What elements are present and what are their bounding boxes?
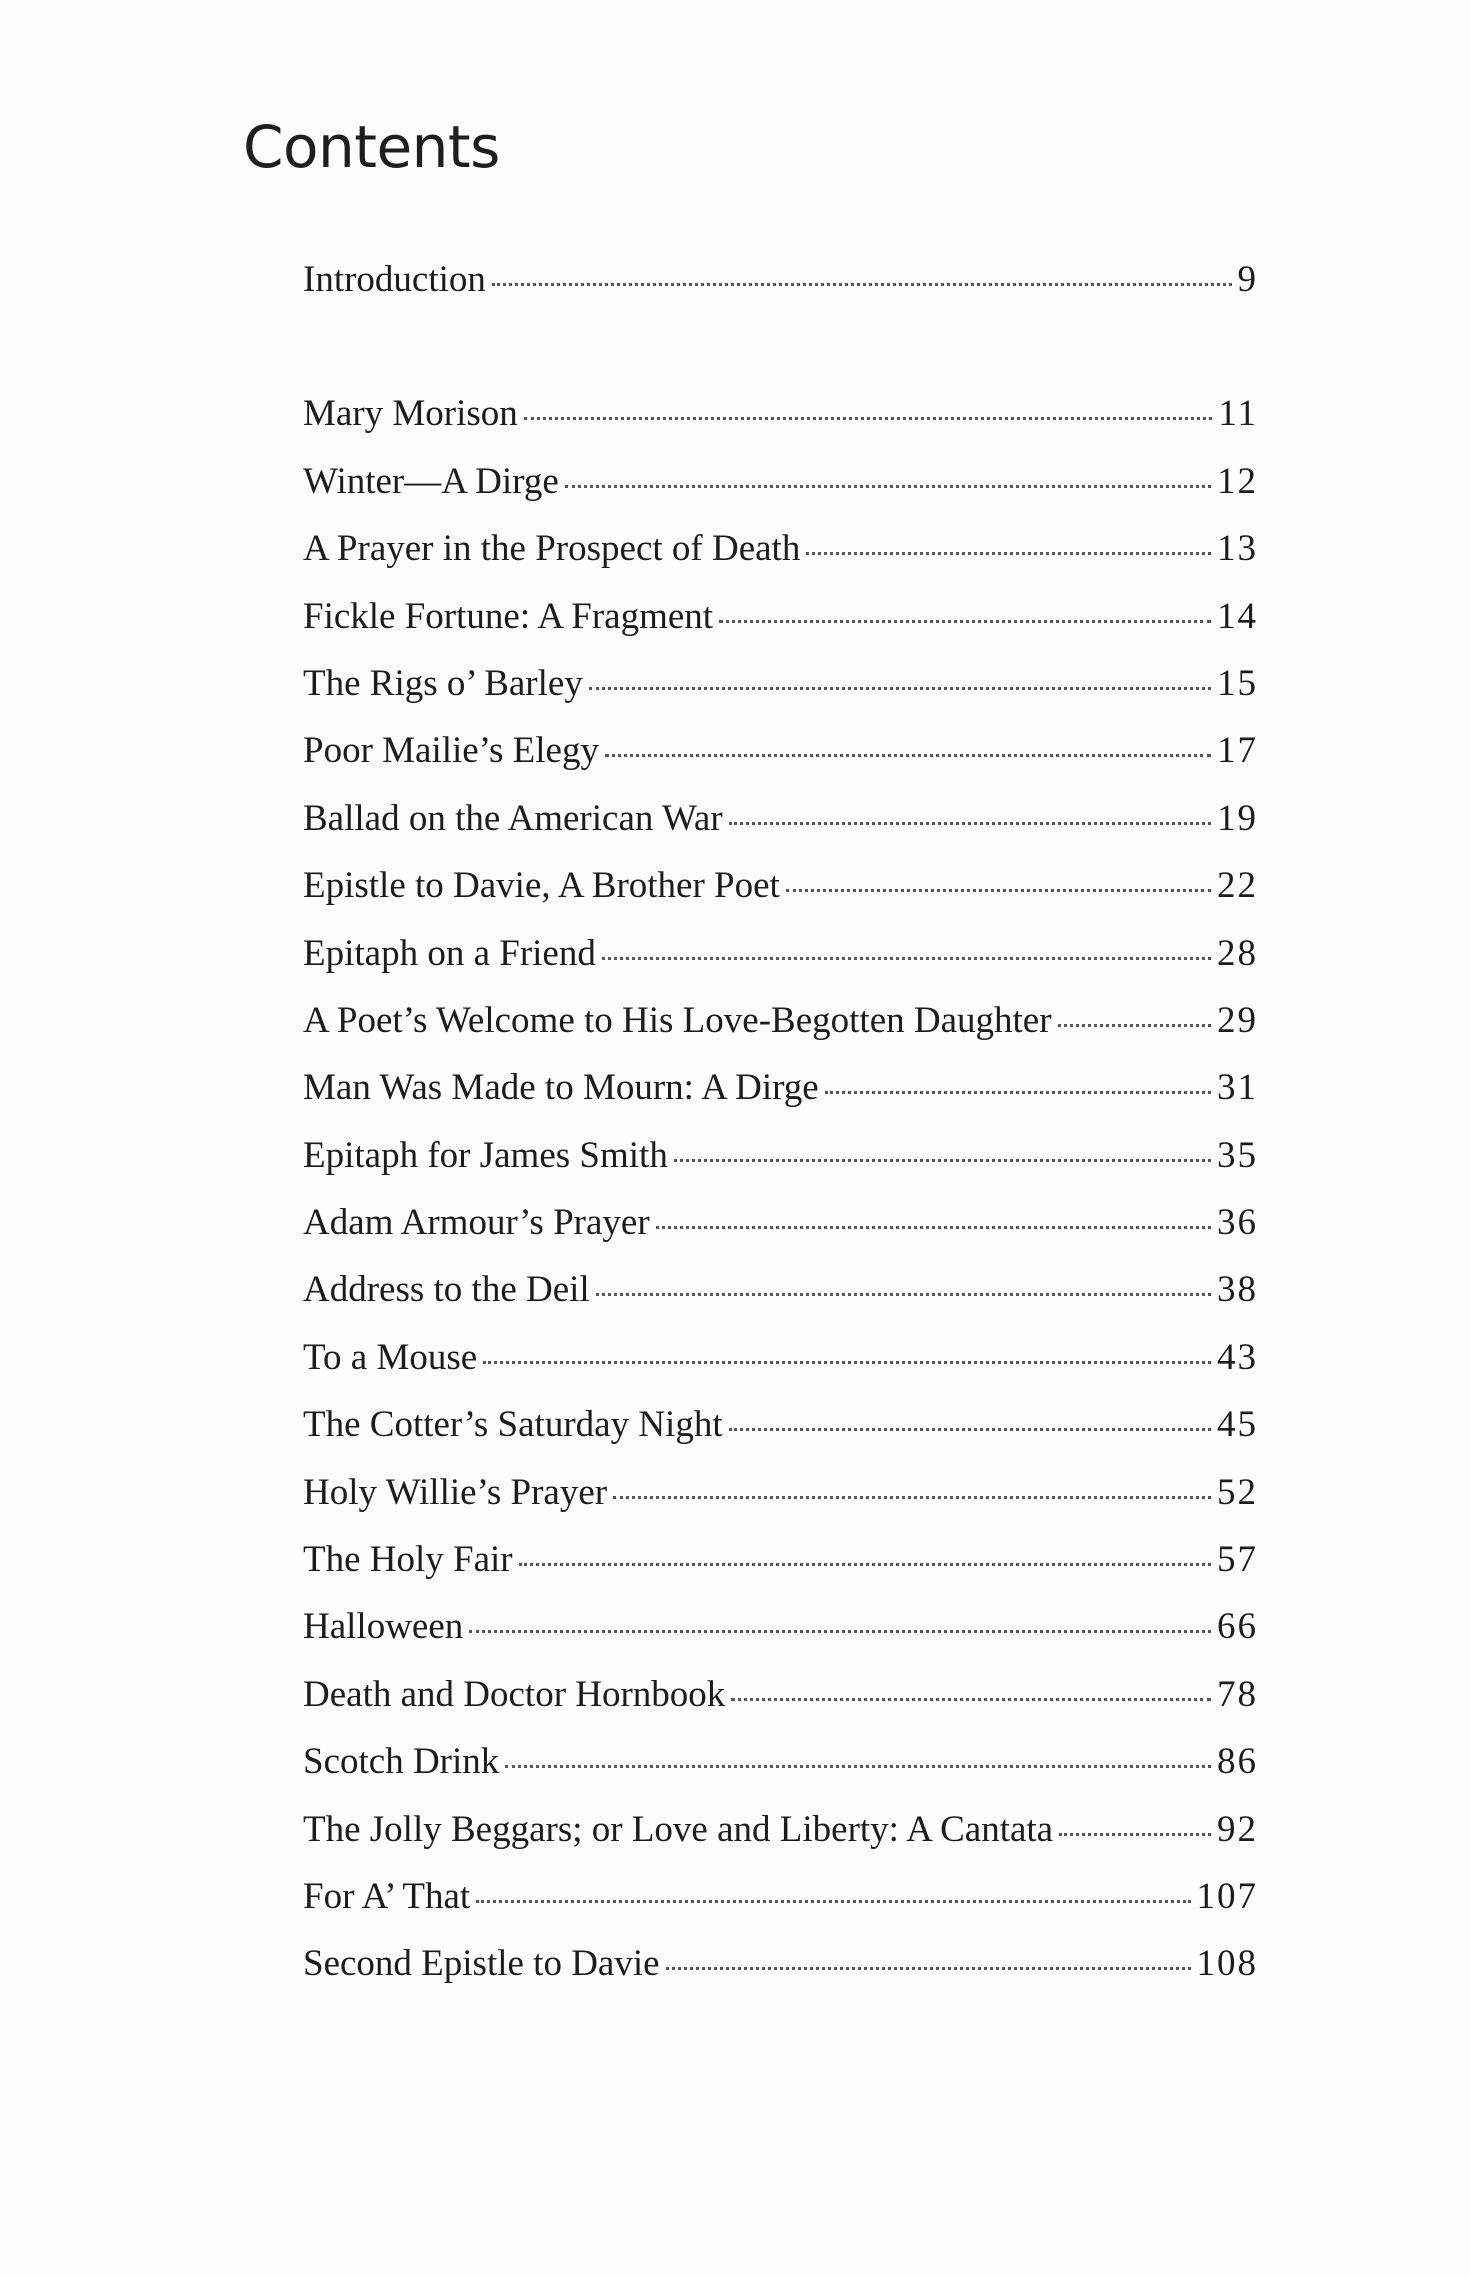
- dot-leader: [602, 957, 1211, 960]
- dot-leader: [825, 1091, 1211, 1094]
- dot-leader: [656, 1226, 1211, 1229]
- toc-entry: [303, 258, 1258, 325]
- toc-entry-title: Man Was Made to Mourn: A Dirge: [303, 1067, 819, 1109]
- toc-entry-title: Halloween: [303, 1606, 464, 1648]
- toc-entry-page: 17: [1217, 730, 1258, 772]
- dot-leader: [492, 283, 1232, 286]
- dot-leader: [605, 754, 1211, 757]
- toc-entry: [303, 1538, 1258, 1605]
- toc-entry-page: 108: [1196, 1943, 1258, 1985]
- toc-entry: [303, 729, 1258, 796]
- toc-entry-title: Epistle to Davie, A Brother Poet: [303, 865, 780, 907]
- toc-entry-title: Scotch Drink: [303, 1741, 500, 1783]
- toc-entry-page: 22: [1217, 865, 1258, 907]
- dot-leader: [519, 1563, 1211, 1566]
- toc-entry-title: The Cotter’s Saturday Night: [303, 1404, 723, 1446]
- dot-leader: [476, 1900, 1190, 1903]
- dot-leader: [1058, 1024, 1211, 1027]
- toc-entry: [303, 864, 1258, 931]
- page-title: Contents: [243, 113, 500, 181]
- toc-entry: [303, 662, 1258, 729]
- toc-entry-page: 28: [1217, 932, 1258, 974]
- toc-entry: [303, 1875, 1258, 1942]
- toc-entry-page: 78: [1217, 1673, 1258, 1715]
- toc-entry: [303, 460, 1258, 527]
- dot-leader: [719, 620, 1211, 623]
- toc-entry-page: 14: [1217, 595, 1258, 637]
- toc-entry-page: 43: [1217, 1336, 1258, 1378]
- toc-entry-title: Introduction: [303, 259, 486, 300]
- toc-entry-page: 29: [1217, 999, 1258, 1041]
- toc-entry-title: Ballad on the American War: [303, 797, 723, 839]
- dot-leader: [666, 1967, 1191, 1970]
- toc-entry-title: Fickle Fortune: A Fragment: [303, 595, 714, 637]
- toc-entry: [303, 1942, 1258, 2009]
- toc-entry: [303, 392, 1258, 459]
- toc-entry-title: For A’ That: [303, 1875, 471, 1917]
- toc-entry: [303, 1808, 1258, 1875]
- dot-leader: [786, 889, 1211, 892]
- toc-entry: [303, 999, 1258, 1066]
- toc-entry-page: 57: [1217, 1539, 1258, 1581]
- toc-entry-title: Winter—A Dirge: [303, 460, 559, 502]
- toc-entry: [303, 1740, 1258, 1807]
- toc-entry-page: 92: [1217, 1808, 1258, 1850]
- toc-entry-page: 19: [1217, 797, 1258, 839]
- toc-entry-title: The Holy Fair: [303, 1539, 513, 1581]
- toc-entry-title: To a Mouse: [303, 1336, 478, 1378]
- toc-entry: [303, 1066, 1258, 1133]
- dot-leader: [469, 1630, 1211, 1633]
- toc-entry: [303, 1403, 1258, 1470]
- dot-leader: [729, 1428, 1211, 1431]
- toc-entry-page: 11: [1218, 393, 1258, 435]
- toc-entry-page: 107: [1196, 1875, 1258, 1917]
- toc-entry: [303, 1336, 1258, 1403]
- dot-leader: [596, 1293, 1211, 1296]
- toc-entry-page: 38: [1217, 1269, 1258, 1311]
- toc-entry-title: Second Epistle to Davie: [303, 1943, 660, 1985]
- toc-entry-page: 66: [1217, 1606, 1258, 1648]
- toc-entry-page: 15: [1217, 662, 1258, 704]
- dot-leader: [589, 687, 1211, 690]
- toc-entry-title: The Rigs o’ Barley: [303, 662, 583, 704]
- toc-entry-title: Mary Morison: [303, 393, 518, 435]
- table-of-contents: [303, 258, 1258, 2010]
- toc-entry-page: 12: [1217, 460, 1258, 502]
- toc-entry: [303, 595, 1258, 662]
- toc-entry-title: Holy Willie’s Prayer: [303, 1471, 608, 1513]
- dot-leader: [731, 1698, 1211, 1701]
- dot-leader: [729, 822, 1211, 825]
- toc-entry-page: 45: [1217, 1404, 1258, 1446]
- toc-entry-title: The Jolly Beggars; or Love and Liberty: A Cantata: [303, 1808, 1054, 1850]
- toc-entry: [303, 1268, 1258, 1335]
- dot-leader: [483, 1361, 1211, 1364]
- toc-entry-title: Address to the Deil: [303, 1269, 590, 1311]
- dot-leader: [524, 417, 1213, 420]
- toc-entry-title: Poor Mailie’s Elegy: [303, 730, 599, 772]
- dot-leader: [613, 1496, 1211, 1499]
- dot-leader: [674, 1159, 1211, 1162]
- toc-entry: [303, 1201, 1258, 1268]
- toc-entry: [303, 527, 1258, 594]
- toc-entry-title: Epitaph on a Friend: [303, 932, 596, 974]
- toc-entry-page: 31: [1217, 1067, 1258, 1109]
- toc-entry-page: 35: [1217, 1134, 1258, 1176]
- toc-entry-title: A Poet’s Welcome to His Love-Begotten Daughter: [303, 999, 1052, 1041]
- toc-entry-title: A Prayer in the Prospect of Death: [303, 528, 801, 570]
- dot-leader: [806, 552, 1211, 555]
- toc-entry: [303, 1673, 1258, 1740]
- toc-entry-page: 36: [1217, 1202, 1258, 1244]
- dot-leader: [565, 485, 1211, 488]
- toc-entry: [303, 932, 1258, 999]
- toc-entry-page: 52: [1217, 1471, 1258, 1513]
- toc-entry-title: Adam Armour’s Prayer: [303, 1202, 650, 1244]
- toc-entry-page: 13: [1217, 528, 1258, 570]
- toc-entry-page: 9: [1237, 259, 1258, 300]
- toc-entry: [303, 1471, 1258, 1538]
- toc-entry: [303, 797, 1258, 864]
- toc-entry-title: Epitaph for James Smith: [303, 1134, 668, 1176]
- dot-leader: [1059, 1833, 1211, 1836]
- toc-entry-page: 86: [1217, 1741, 1258, 1783]
- dot-leader: [505, 1765, 1211, 1768]
- toc-entry: [303, 1134, 1258, 1201]
- toc-entry-title: Death and Doctor Hornbook: [303, 1673, 726, 1715]
- toc-entry: [303, 1605, 1258, 1672]
